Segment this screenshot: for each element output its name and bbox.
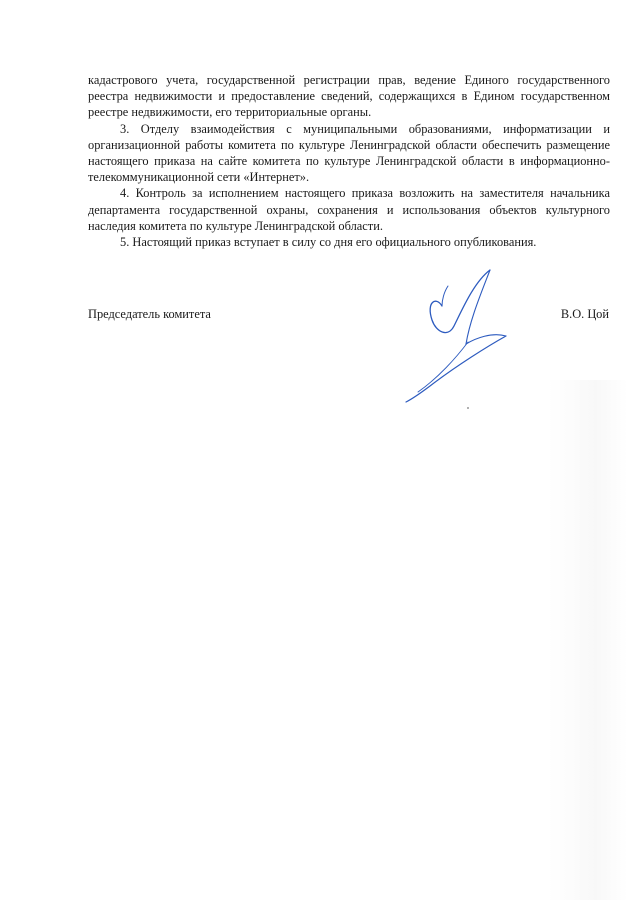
document-body (88, 72, 610, 250)
signatory-title: Председатель комитета (88, 307, 211, 321)
handwritten-signature (396, 262, 528, 412)
scan-edge-shadow (548, 380, 628, 900)
paragraph-item-5: 5. Настоящий приказ вступает в силу со дня его официального опубликования. (120, 235, 537, 250)
signatory-name: В.О. Цой (560, 307, 609, 321)
paragraph-continuation: кадастрового учета, государственной регистрации прав, ведение Единого государственного реестра недвижимости и предоставление сведений, содержащихся в Едином государственном реестре недвижимости, его территориальные органы. (88, 73, 610, 120)
paragraph-item-4: 4. Контроль за исполнением настоящего приказа возложить на заместителя начальника департамента государственной охраны, сохранения и использования объектов культурного наследия комитета по культуре Ленинградской области. (88, 186, 610, 233)
paragraph-item-3: 3. Отделу взаимодействия с муниципальными образованиями, информатизации и организационной работы комитета по культуре Ленинградской области обеспечить размещение настоящего приказа на сайте комитета по культуре Ленинградской области в информационно-телекоммуникационной сети «Интернет». (88, 121, 610, 185)
